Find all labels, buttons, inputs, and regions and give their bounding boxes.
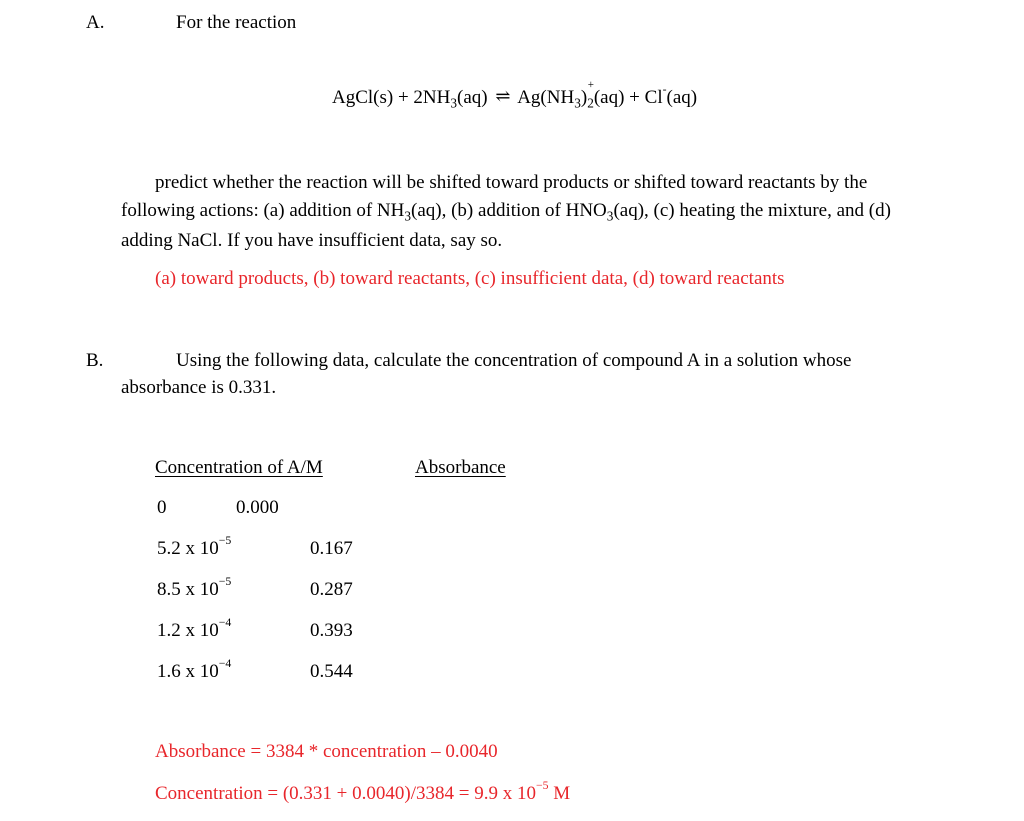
question-line2-sub1: 3 xyxy=(404,208,412,224)
table-row-1-concentration: 0 xyxy=(157,497,167,518)
equilibrium-arrow-icon: ⇌ xyxy=(495,86,511,106)
table-row-4-concentration xyxy=(157,616,232,641)
row-3-exponent: −5 xyxy=(218,575,232,588)
equation-rhs-part3: (aq) + Cl xyxy=(593,87,663,108)
equation-rhs-part1: Ag(NH xyxy=(517,87,575,108)
table-row-1-absorbance: 0.000 xyxy=(236,497,279,518)
table-row-4-absorbance: 0.393 xyxy=(310,620,353,641)
row-2-mantissa: 5.2 x 10 xyxy=(157,538,219,559)
question-line2-part-a: following actions: (a) addition of NH xyxy=(121,200,405,221)
equation-rhs-charge-stack xyxy=(587,78,594,111)
section-b-label: B. xyxy=(86,350,104,371)
section-b-answer-line1: Absorbance = 3384 * concentration – 0.0040 xyxy=(155,741,498,762)
answer-line2-unit: M xyxy=(548,783,571,804)
row-3-mantissa: 8.5 x 10 xyxy=(157,579,219,600)
table-header-absorbance: Absorbance xyxy=(415,457,506,478)
equation-rhs-subscript-1: 3 xyxy=(574,95,581,111)
table-row-2-absorbance: 0.167 xyxy=(310,538,353,559)
row-5-mantissa: 1.6 x 10 xyxy=(157,661,219,682)
table-row-2-concentration xyxy=(157,534,232,559)
table-row-5-absorbance: 0.544 xyxy=(310,661,353,682)
equation-lhs-subscript: 3 xyxy=(450,95,458,111)
section-a-question-line2 xyxy=(121,200,891,224)
section-a-answer: (a) toward products, (b) toward reactants, (c) insufficient data, (d) toward reactants xyxy=(155,268,785,289)
answer-line2-exponent: −5 xyxy=(535,779,549,792)
row-4-mantissa: 1.2 x 10 xyxy=(157,620,219,641)
equation-chloride-charge: - xyxy=(662,83,667,96)
table-row-3-concentration xyxy=(157,575,232,600)
section-a-question-line1: predict whether the reaction will be shifted toward products or shifted toward reactants by the xyxy=(155,172,868,193)
equation-rhs-part4: (aq) xyxy=(666,87,698,108)
section-b-question-line1: Using the following data, calculate the concentration of compound A in a solution whose xyxy=(176,350,852,371)
row-2-exponent: −5 xyxy=(218,534,232,547)
section-a-question-line3: adding NaCl. If you have insufficient data, say so. xyxy=(121,230,503,251)
equation-rhs-part2: ) xyxy=(580,87,588,108)
equation-lhs-part1: AgCl(s) + 2NH xyxy=(332,87,451,108)
equation-lhs-part2: (aq) xyxy=(457,87,488,108)
question-line2-part-b: (aq), (b) addition of HNO xyxy=(411,200,607,221)
row-4-exponent: −4 xyxy=(218,616,232,629)
equation-rhs-subscript-2: 2 xyxy=(587,95,594,111)
answer-line2-text: Concentration = (0.331 + 0.0040)/3384 = 9.9 x 10 xyxy=(155,783,536,804)
equation-rhs-charge: + xyxy=(587,78,594,91)
row-5-exponent: −4 xyxy=(218,657,232,670)
section-a-intro: For the reaction xyxy=(176,12,297,33)
reaction-equation xyxy=(332,78,698,111)
section-b-answer-line2 xyxy=(155,779,571,804)
section-b-question-line2: absorbance is 0.331. xyxy=(121,377,277,398)
question-line2-part-c: (aq), (c) heating the mixture, and (d) xyxy=(613,200,891,221)
table-row-5-concentration xyxy=(157,657,232,682)
table-header-concentration: Concentration of A/M xyxy=(155,457,323,478)
section-a-label: A. xyxy=(86,12,105,33)
question-line2-sub2: 3 xyxy=(606,208,614,224)
table-row-3-absorbance: 0.287 xyxy=(310,579,353,600)
